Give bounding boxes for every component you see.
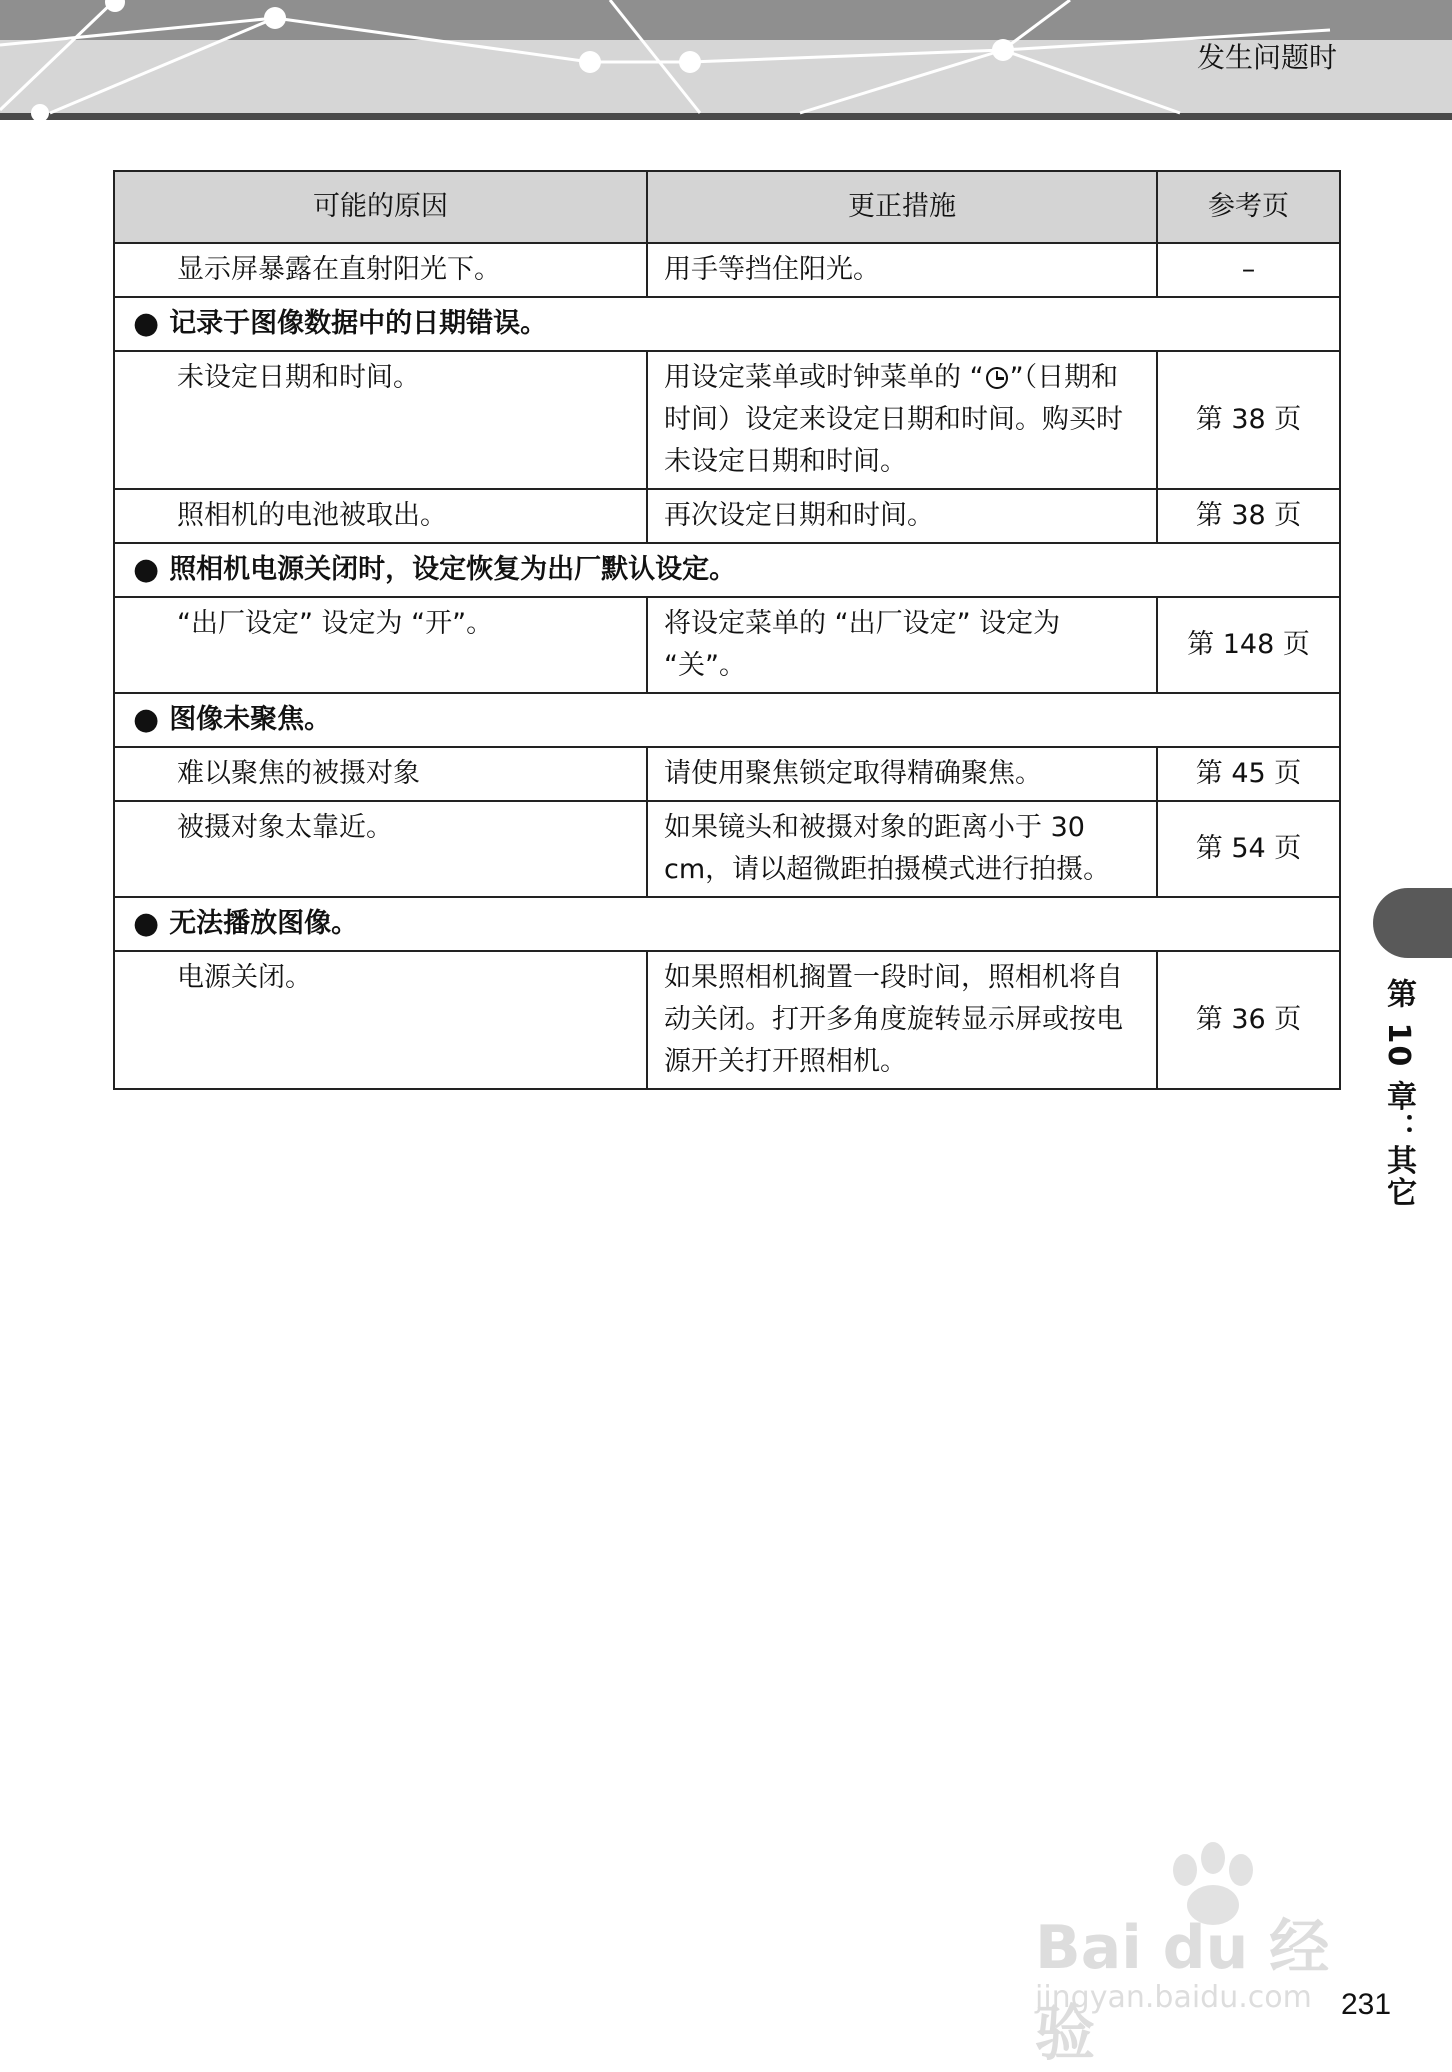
remedy-cell: 如果镜头和被摄对象的距离小于 30 cm，请以超微距拍摄模式进行拍摄。 bbox=[647, 801, 1157, 897]
cause-cell: 电源关闭。 bbox=[114, 951, 647, 1089]
table-row bbox=[114, 489, 1340, 543]
remedy-text-start: 用设定菜单或时钟菜单的 “ bbox=[664, 362, 984, 393]
table-row bbox=[114, 801, 1340, 897]
table-row bbox=[114, 351, 1340, 489]
header-ref: 参考页 bbox=[1157, 171, 1340, 243]
group-row bbox=[114, 543, 1340, 597]
remedy-cell: 如果照相机搁置一段时间，照相机将自动关闭。打开多角度旋转显示屏或按电源开关打开照相机。 bbox=[647, 951, 1157, 1089]
table-row bbox=[114, 951, 1340, 1089]
group-title: 照相机电源关闭时，设定恢复为出厂默认设定。 bbox=[169, 553, 737, 585]
ref-cell: 第 148 页 bbox=[1157, 597, 1340, 693]
bullet-icon: ● bbox=[133, 552, 160, 588]
cause-cell: 被摄对象太靠近。 bbox=[114, 801, 647, 897]
bullet-icon: ● bbox=[133, 306, 160, 342]
ref-cell: 第 38 页 bbox=[1157, 351, 1340, 489]
bullet-icon: ● bbox=[133, 906, 160, 942]
watermark-brand: Bai du 经验 bbox=[1035, 1913, 1330, 2069]
ref-cell: 第 54 页 bbox=[1157, 801, 1340, 897]
group-row bbox=[114, 693, 1340, 747]
group-title: 无法播放图像。 bbox=[169, 907, 359, 939]
cause-cell: 难以聚焦的被摄对象 bbox=[114, 747, 647, 801]
group-row bbox=[114, 897, 1340, 951]
remedy-cell: 将设定菜单的 “出厂设定” 设定为 “关”。 bbox=[647, 597, 1157, 693]
group-row bbox=[114, 297, 1340, 351]
remedy-cell: 请使用聚焦锁定取得精确聚焦。 bbox=[647, 747, 1157, 801]
cause-cell: 未设定日期和时间。 bbox=[114, 351, 647, 489]
page-number: 231 bbox=[1341, 1988, 1392, 2021]
chapter-label: 第 10 章：其它 bbox=[1381, 978, 1416, 1209]
table-header-row bbox=[114, 171, 1340, 243]
chapter-tab bbox=[1373, 888, 1452, 958]
ref-cell: 第 36 页 bbox=[1157, 951, 1340, 1089]
header-band bbox=[0, 0, 1452, 120]
remedy-cell: 再次设定日期和时间。 bbox=[647, 489, 1157, 543]
watermark-url: jingyan.baidu.com bbox=[1035, 1980, 1312, 2015]
group-title: 记录于图像数据中的日期错误。 bbox=[169, 307, 548, 339]
group-title: 图像未聚焦。 bbox=[169, 703, 332, 735]
remedy-cell bbox=[647, 351, 1157, 489]
baidu-watermark bbox=[1035, 1840, 1360, 2069]
table-row bbox=[114, 597, 1340, 693]
ref-cell: 第 38 页 bbox=[1157, 489, 1340, 543]
cause-cell: 显示屏暴露在直射阳光下。 bbox=[114, 243, 647, 297]
troubleshooting-table bbox=[113, 170, 1341, 1090]
header-cause: 可能的原因 bbox=[114, 171, 647, 243]
bullet-icon: ● bbox=[133, 702, 160, 738]
cause-cell: 照相机的电池被取出。 bbox=[114, 489, 647, 543]
table-row bbox=[114, 243, 1340, 297]
header-remedy: 更正措施 bbox=[647, 171, 1157, 243]
section-title: 发生问题时 bbox=[1196, 41, 1337, 74]
remedy-text-end: ”（日期和时间）设定来设定日期和时间。购买时未设定日期和时间。 bbox=[664, 362, 1123, 477]
remedy-cell: 用手等挡住阳光。 bbox=[647, 243, 1157, 297]
ref-cell: – bbox=[1157, 243, 1340, 297]
ref-cell: 第 45 页 bbox=[1157, 747, 1340, 801]
clock-icon bbox=[986, 367, 1008, 389]
table-row bbox=[114, 747, 1340, 801]
cause-cell: “出厂设定” 设定为 “开”。 bbox=[114, 597, 647, 693]
